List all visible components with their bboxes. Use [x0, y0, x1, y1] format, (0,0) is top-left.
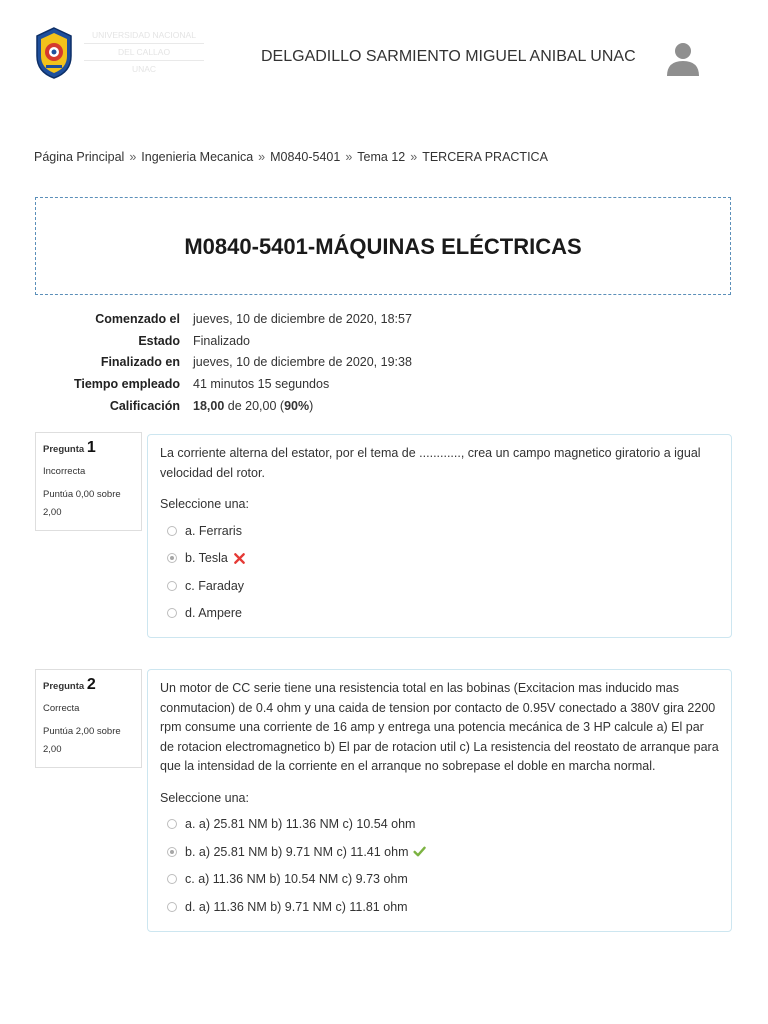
course-title: M0840-5401-MÁQUINAS ELÉCTRICAS	[184, 234, 582, 259]
answer-prompt: Seleccione una:	[160, 790, 249, 805]
answer-option[interactable]	[160, 838, 719, 866]
breadcrumb-separator: »	[129, 150, 137, 164]
answer-option[interactable]	[160, 811, 719, 839]
course-header	[35, 197, 731, 295]
question-grade-line: 2,00	[43, 744, 62, 755]
breadcrumb-topic[interactable]: Tema 12	[357, 150, 406, 164]
grade-mid: de 20,00 (	[227, 398, 285, 413]
cross-icon	[233, 552, 246, 565]
summary-value: Finalizado	[193, 333, 250, 348]
answer-option[interactable]	[160, 572, 719, 600]
answer-option[interactable]	[160, 893, 719, 921]
breadcrumb-separator: »	[410, 150, 418, 164]
question-text: La corriente alterna del estator, por el tema de ............, crea un campo magnetico giratorio a igual velocidad del rotor.	[160, 446, 701, 480]
answer-option[interactable]	[160, 600, 719, 628]
breadcrumb-separator: »	[258, 150, 266, 164]
summary-value: 41 minutos 15 segundos	[193, 376, 330, 391]
question-number: 1	[86, 439, 96, 456]
university-logo[interactable]	[34, 26, 74, 80]
question-state: Incorrecta	[43, 466, 86, 477]
attempt-summary	[0, 308, 768, 416]
summary-row	[0, 308, 412, 330]
question-content-2	[147, 669, 732, 932]
user-icon[interactable]	[665, 40, 701, 76]
divider	[84, 43, 204, 44]
breadcrumb-home[interactable]: Página Principal	[34, 150, 125, 164]
answer-label: c. a) 11.36 NM b) 10.54 NM c) 9.73 ohm	[185, 872, 408, 887]
grade-value	[193, 395, 412, 417]
summary-label: Finalizado en	[100, 355, 180, 370]
check-icon	[413, 845, 426, 858]
summary-row	[0, 330, 412, 352]
university-line-1: UNIVERSIDAD NACIONAL	[92, 30, 196, 40]
breadcrumb-separator: »	[345, 150, 353, 164]
answer-option[interactable]	[160, 866, 719, 894]
radio-button[interactable]	[167, 581, 177, 591]
answer-label: c. Faraday	[185, 578, 245, 593]
question-grade-line: 2,00	[43, 507, 62, 518]
radio-button[interactable]	[167, 526, 177, 536]
answer-option[interactable]	[160, 545, 719, 573]
question-grade	[43, 486, 135, 522]
answer-label: a. a) 25.81 NM b) 11.36 NM c) 10.54 ohm	[185, 817, 416, 832]
grade-end: )	[309, 398, 314, 413]
breadcrumb-quiz[interactable]: TERCERA PRACTICA	[422, 150, 548, 164]
answer-prompt: Seleccione una:	[160, 497, 249, 511]
radio-button[interactable]	[167, 819, 177, 829]
question-info-1	[35, 432, 142, 531]
question-grade	[43, 723, 135, 759]
summary-row-grade	[0, 395, 412, 417]
answer-option[interactable]	[160, 517, 719, 545]
answer-label: b. a) 25.81 NM b) 9.71 NM c) 11.41 ohm	[185, 844, 409, 859]
answer-label: a. Ferraris	[185, 523, 242, 538]
breadcrumb-course[interactable]: M0840-5401	[270, 150, 341, 164]
summary-row	[0, 351, 412, 373]
answer-label: d. Ampere	[185, 606, 242, 621]
grade-score: 18,00	[193, 398, 225, 413]
summary-label: Tiempo empleado	[73, 376, 180, 391]
radio-button-selected[interactable]	[167, 553, 177, 563]
question-text: Un motor de CC serie tiene una resistencia total en las bobinas (Excitacion mas inducido mas conmutacion) de 0.4 ohm y una caida de tension por contacto de 0.95V conectado a 380V gira 2200 rpm consume una corriente de 16 amp y entrega una potencia mecánica de 3 HP calcule a) El par de rotacion electromagnetico b) El par de rotacion util c) La resistencia del reostato de arranque para que la intensidad de la corriente en el arranque no sobrepase el doble en marcha normal.	[160, 681, 719, 773]
summary-row	[0, 373, 412, 395]
university-line-3: UNAC	[131, 64, 157, 74]
university-name	[84, 30, 204, 74]
radio-button-selected[interactable]	[167, 847, 177, 857]
answer-label: b. Tesla	[185, 551, 228, 566]
divider	[84, 60, 204, 61]
user-name[interactable]: DELGADILLO SARMIENTO MIGUEL ANIBAL UNAC	[261, 48, 636, 65]
university-line-2: DEL CALLAO	[117, 47, 171, 57]
radio-button[interactable]	[167, 874, 177, 884]
breadcrumb	[34, 150, 548, 164]
question-grade-line: Puntúa 0,00 sobre	[43, 489, 121, 500]
radio-button[interactable]	[167, 608, 177, 618]
summary-label: Calificación	[109, 398, 180, 413]
summary-value: jueves, 10 de diciembre de 2020, 19:38	[193, 355, 412, 370]
question-label: Pregunta	[43, 681, 85, 692]
summary-label: Comenzado el	[95, 311, 180, 326]
question-content-1	[147, 434, 732, 638]
question-grade-line: Puntúa 2,00 sobre	[43, 726, 121, 737]
summary-label: Estado	[138, 333, 180, 348]
answer-label: d. a) 11.36 NM b) 9.71 NM c) 11.81 ohm	[185, 899, 408, 914]
breadcrumb-faculty[interactable]: Ingenieria Mecanica	[141, 150, 254, 164]
question-info-2	[35, 669, 142, 768]
summary-value: jueves, 10 de diciembre de 2020, 18:57	[193, 311, 412, 326]
question-state: Correcta	[43, 703, 80, 714]
grade-percent: 90%	[284, 398, 310, 413]
radio-button[interactable]	[167, 902, 177, 912]
question-number: 2	[86, 676, 96, 693]
question-label: Pregunta	[43, 444, 85, 455]
